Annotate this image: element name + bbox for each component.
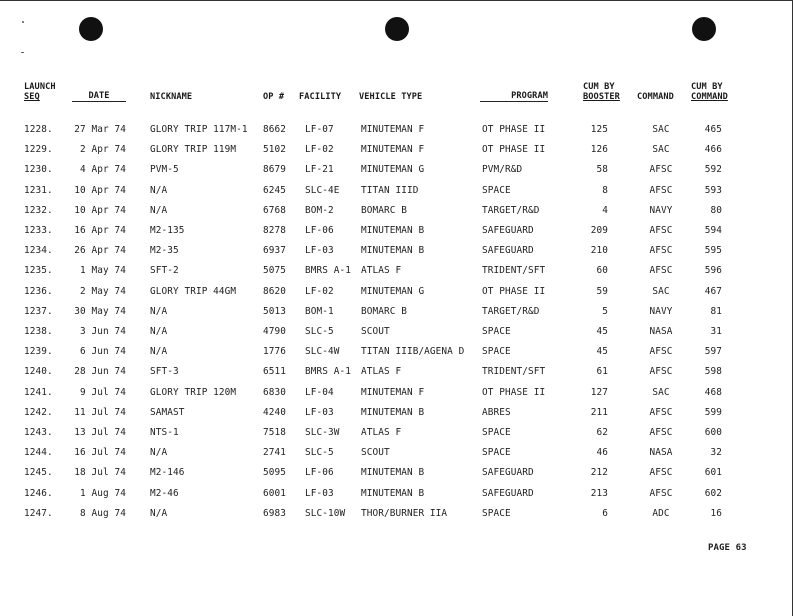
cell-command: AFSC bbox=[649, 406, 673, 418]
header-facility: FACILITY bbox=[299, 92, 342, 102]
cell-cum-by-booster: 125 bbox=[590, 124, 608, 135]
cell-nickname: N/A bbox=[150, 184, 168, 196]
cell-nickname: SAMAST bbox=[150, 406, 185, 418]
cell-program: SPACE bbox=[482, 507, 511, 519]
scan-speck bbox=[21, 52, 24, 53]
cell-facility: BMRS A-1 bbox=[305, 265, 351, 277]
cell-op-num: 8662 bbox=[263, 124, 286, 135]
cell-launch-seq: 1236. bbox=[24, 285, 53, 297]
cell-nickname: N/A bbox=[150, 326, 168, 337]
cell-cum-by-command: 599 bbox=[704, 406, 722, 418]
table-row bbox=[0, 265, 793, 279]
cell-date: 10 Apr 74 bbox=[74, 204, 126, 216]
cell-date: 8 Aug 74 bbox=[80, 507, 126, 519]
cell-facility: LF-04 bbox=[305, 386, 334, 398]
page-number: PAGE 63 bbox=[708, 543, 747, 553]
cell-vehicle-type: TITAN IIIB/AGENA D bbox=[361, 346, 465, 358]
cell-facility: SLC-10W bbox=[305, 507, 346, 519]
cell-cum-by-command: 465 bbox=[704, 124, 722, 135]
cell-op-num: 6983 bbox=[263, 507, 286, 519]
cell-date: 26 Apr 74 bbox=[74, 245, 126, 257]
cell-launch-seq: 1234. bbox=[24, 245, 53, 257]
cell-nickname: M2-46 bbox=[150, 487, 179, 499]
table-row bbox=[0, 387, 793, 401]
cell-program: TRIDENT/SFT bbox=[482, 366, 546, 378]
cell-cum-by-command: 592 bbox=[704, 164, 722, 176]
cell-vehicle-type: ATLAS F bbox=[361, 427, 402, 438]
cell-cum-by-booster: 60 bbox=[596, 265, 608, 277]
cell-launch-seq: 1229. bbox=[24, 144, 53, 156]
cell-program: TARGET/R&D bbox=[482, 305, 540, 317]
table-row bbox=[0, 427, 793, 441]
cell-facility: LF-06 bbox=[305, 467, 334, 479]
cell-cum-by-command: 16 bbox=[710, 507, 722, 519]
cell-program: SAFEGUARD bbox=[482, 225, 534, 236]
cell-launch-seq: 1228. bbox=[24, 124, 53, 135]
cell-launch-seq: 1246. bbox=[24, 487, 53, 499]
cell-program: SPACE bbox=[482, 326, 511, 337]
cell-nickname: N/A bbox=[150, 346, 168, 358]
cell-cum-by-command: 467 bbox=[704, 285, 722, 297]
cell-op-num: 6511 bbox=[263, 366, 286, 378]
cell-date: 18 Jul 74 bbox=[74, 467, 126, 479]
cell-cum-by-command: 32 bbox=[710, 447, 722, 459]
cell-op-num: 6768 bbox=[263, 204, 286, 216]
cell-nickname: GLORY TRIP 117M-1 bbox=[150, 124, 248, 135]
cell-date: 10 Apr 74 bbox=[74, 184, 126, 196]
cell-facility: BOM-1 bbox=[305, 305, 334, 317]
cell-launch-seq: 1245. bbox=[24, 467, 53, 479]
page-border-top bbox=[0, 0, 793, 1]
cell-facility: LF-03 bbox=[305, 245, 334, 257]
cell-cum-by-command: 598 bbox=[704, 366, 722, 378]
cell-op-num: 8278 bbox=[263, 225, 286, 236]
cell-vehicle-type: ATLAS F bbox=[361, 265, 402, 277]
cell-op-num: 5013 bbox=[263, 305, 286, 317]
cell-nickname: SFT-2 bbox=[150, 265, 179, 277]
cell-program: OT PHASE II bbox=[482, 144, 546, 156]
punch-hole-center bbox=[385, 17, 409, 41]
header-cum-by-booster: CUM BY BOOSTER bbox=[583, 82, 620, 102]
cell-launch-seq: 1233. bbox=[24, 225, 53, 236]
cell-cum-by-booster: 212 bbox=[590, 467, 608, 479]
cell-vehicle-type: MINUTEMAN G bbox=[361, 285, 425, 297]
cell-facility: LF-21 bbox=[305, 164, 334, 176]
table-row bbox=[0, 205, 793, 219]
cell-facility: LF-02 bbox=[305, 144, 334, 156]
cell-cum-by-booster: 4 bbox=[602, 204, 608, 216]
cell-cum-by-booster: 126 bbox=[590, 144, 608, 156]
cell-cum-by-command: 466 bbox=[704, 144, 722, 156]
cell-nickname: N/A bbox=[150, 305, 168, 317]
cell-cum-by-booster: 213 bbox=[590, 487, 608, 499]
cell-facility: LF-02 bbox=[305, 285, 334, 297]
cell-launch-seq: 1242. bbox=[24, 406, 53, 418]
cell-facility: LF-03 bbox=[305, 406, 334, 418]
cell-command: NAVY bbox=[649, 204, 673, 216]
cell-launch-seq: 1235. bbox=[24, 265, 53, 277]
cell-command: AFSC bbox=[649, 184, 673, 196]
cell-cum-by-booster: 58 bbox=[596, 164, 608, 176]
cell-command: AFSC bbox=[649, 265, 673, 277]
cell-vehicle-type: SCOUT bbox=[361, 447, 390, 459]
cell-launch-seq: 1241. bbox=[24, 386, 53, 398]
cell-command: NAVY bbox=[649, 305, 673, 317]
cell-launch-seq: 1230. bbox=[24, 164, 53, 176]
cell-cum-by-booster: 210 bbox=[590, 245, 608, 257]
cell-date: 1 Aug 74 bbox=[80, 487, 126, 499]
cell-launch-seq: 1231. bbox=[24, 184, 53, 196]
cell-cum-by-command: 468 bbox=[704, 386, 722, 398]
cell-vehicle-type: MINUTEMAN B bbox=[361, 225, 425, 236]
cell-command: AFSC bbox=[649, 427, 673, 438]
cell-program: OT PHASE II bbox=[482, 285, 546, 297]
cell-command: NASA bbox=[649, 326, 673, 337]
table-row bbox=[0, 326, 793, 340]
cell-date: 11 Jul 74 bbox=[74, 406, 126, 418]
table-row bbox=[0, 306, 793, 320]
cell-cum-by-command: 600 bbox=[704, 427, 722, 438]
scan-speck bbox=[22, 21, 24, 23]
cell-cum-by-booster: 6 bbox=[602, 507, 608, 519]
cell-vehicle-type: SCOUT bbox=[361, 326, 390, 337]
cell-vehicle-type: BOMARC B bbox=[361, 305, 407, 317]
cell-facility: LF-07 bbox=[305, 124, 334, 135]
cell-vehicle-type: MINUTEMAN F bbox=[361, 124, 425, 135]
cell-program: SAFEGUARD bbox=[482, 487, 534, 499]
cell-date: 1 May 74 bbox=[80, 265, 126, 277]
table-row bbox=[0, 488, 793, 502]
table-row bbox=[0, 467, 793, 481]
cell-facility: LF-03 bbox=[305, 487, 334, 499]
punch-hole-right bbox=[692, 17, 716, 41]
cell-vehicle-type: THOR/BURNER IIA bbox=[361, 507, 448, 519]
header-cum-by-command: CUM BY COMMAND bbox=[691, 82, 728, 102]
cell-command: AFSC bbox=[649, 467, 673, 479]
cell-date: 30 May 74 bbox=[74, 305, 126, 317]
cell-op-num: 5075 bbox=[263, 265, 286, 277]
cell-date: 2 May 74 bbox=[80, 285, 126, 297]
cell-command: AFSC bbox=[649, 245, 673, 257]
cell-command: SAC bbox=[652, 285, 670, 297]
cell-facility: SLC-4W bbox=[305, 346, 340, 358]
cell-nickname: N/A bbox=[150, 447, 168, 459]
cell-cum-by-booster: 5 bbox=[602, 305, 608, 317]
cell-facility: BMRS A-1 bbox=[305, 366, 351, 378]
cell-cum-by-booster: 8 bbox=[602, 184, 608, 196]
cell-launch-seq: 1238. bbox=[24, 326, 53, 337]
cell-facility: LF-06 bbox=[305, 225, 334, 236]
cell-op-num: 8620 bbox=[263, 285, 286, 297]
cell-cum-by-booster: 46 bbox=[596, 447, 608, 459]
cell-nickname: PVM-5 bbox=[150, 164, 179, 176]
cell-program: OT PHASE II bbox=[482, 386, 546, 398]
header-launch-seq: LAUNCH SEQ bbox=[24, 82, 56, 102]
cell-vehicle-type: MINUTEMAN F bbox=[361, 144, 425, 156]
cell-cum-by-command: 602 bbox=[704, 487, 722, 499]
cell-program: SAFEGUARD bbox=[482, 245, 534, 257]
cell-nickname: NTS-1 bbox=[150, 427, 179, 438]
cell-command: AFSC bbox=[649, 487, 673, 499]
cell-date: 4 Apr 74 bbox=[80, 164, 126, 176]
cell-vehicle-type: TITAN IIID bbox=[361, 184, 419, 196]
cell-op-num: 6001 bbox=[263, 487, 286, 499]
cell-command: SAC bbox=[652, 386, 670, 398]
cell-cum-by-booster: 61 bbox=[596, 366, 608, 378]
table-row bbox=[0, 346, 793, 360]
table-row bbox=[0, 447, 793, 461]
cell-cum-by-command: 597 bbox=[704, 346, 722, 358]
cell-facility: SLC-5 bbox=[305, 326, 334, 337]
header-date: DATE bbox=[72, 92, 126, 102]
cell-program: OT PHASE II bbox=[482, 124, 546, 135]
cell-date: 6 Jun 74 bbox=[80, 346, 126, 358]
cell-launch-seq: 1232. bbox=[24, 204, 53, 216]
cell-command: SAC bbox=[652, 124, 670, 135]
cell-facility: BOM-2 bbox=[305, 204, 334, 216]
header-program: PROGRAM bbox=[480, 92, 548, 102]
cell-cum-by-command: 593 bbox=[704, 184, 722, 196]
cell-facility: SLC-5 bbox=[305, 447, 334, 459]
cell-launch-seq: 1240. bbox=[24, 366, 53, 378]
cell-op-num: 1776 bbox=[263, 346, 286, 358]
cell-cum-by-command: 81 bbox=[710, 305, 722, 317]
cell-nickname: M2-35 bbox=[150, 245, 179, 257]
cell-nickname: M2-135 bbox=[150, 225, 185, 236]
cell-vehicle-type: MINUTEMAN F bbox=[361, 386, 425, 398]
cell-op-num: 8679 bbox=[263, 164, 286, 176]
cell-vehicle-type: MINUTEMAN B bbox=[361, 245, 425, 257]
cell-program: SPACE bbox=[482, 447, 511, 459]
table-row bbox=[0, 185, 793, 199]
cell-program: SAFEGUARD bbox=[482, 467, 534, 479]
cell-command: AFSC bbox=[649, 346, 673, 358]
cell-nickname: M2-146 bbox=[150, 467, 185, 479]
cell-op-num: 7518 bbox=[263, 427, 286, 438]
cell-op-num: 4790 bbox=[263, 326, 286, 337]
cell-cum-by-booster: 209 bbox=[590, 225, 608, 236]
cell-nickname: GLORY TRIP 44GM bbox=[150, 285, 237, 297]
cell-cum-by-command: 80 bbox=[710, 204, 722, 216]
cell-nickname: GLORY TRIP 120M bbox=[150, 386, 237, 398]
cell-nickname: SFT-3 bbox=[150, 366, 179, 378]
cell-facility: SLC-3W bbox=[305, 427, 340, 438]
cell-nickname: N/A bbox=[150, 204, 168, 216]
cell-vehicle-type: MINUTEMAN G bbox=[361, 164, 425, 176]
cell-vehicle-type: BOMARC B bbox=[361, 204, 407, 216]
table-row bbox=[0, 366, 793, 380]
cell-cum-by-booster: 62 bbox=[596, 427, 608, 438]
cell-program: ABRES bbox=[482, 406, 511, 418]
header-op-num: OP # bbox=[263, 92, 285, 102]
cell-date: 3 Jun 74 bbox=[80, 326, 126, 337]
cell-program: TARGET/R&D bbox=[482, 204, 540, 216]
cell-cum-by-booster: 45 bbox=[596, 326, 608, 337]
cell-program: SPACE bbox=[482, 427, 511, 438]
table-row bbox=[0, 225, 793, 239]
cell-launch-seq: 1237. bbox=[24, 305, 53, 317]
cell-cum-by-command: 595 bbox=[704, 245, 722, 257]
table-row bbox=[0, 286, 793, 300]
cell-program: SPACE bbox=[482, 346, 511, 358]
cell-program: TRIDENT/SFT bbox=[482, 265, 546, 277]
cell-date: 27 Mar 74 bbox=[74, 124, 126, 135]
cell-nickname: N/A bbox=[150, 507, 168, 519]
cell-command: SAC bbox=[652, 144, 670, 156]
table-row bbox=[0, 245, 793, 259]
cell-launch-seq: 1244. bbox=[24, 447, 53, 459]
cell-date: 16 Jul 74 bbox=[74, 447, 126, 459]
cell-program: PVM/R&D bbox=[482, 164, 523, 176]
table-row bbox=[0, 144, 793, 158]
cell-command: AFSC bbox=[649, 164, 673, 176]
cell-command: ADC bbox=[652, 507, 670, 519]
cell-cum-by-booster: 45 bbox=[596, 346, 608, 358]
cell-date: 2 Apr 74 bbox=[80, 144, 126, 156]
cell-op-num: 6830 bbox=[263, 386, 286, 398]
punch-hole-left bbox=[79, 17, 103, 41]
cell-vehicle-type: ATLAS F bbox=[361, 366, 402, 378]
cell-facility: SLC-4E bbox=[305, 184, 340, 196]
cell-command: AFSC bbox=[649, 366, 673, 378]
table-row bbox=[0, 508, 793, 522]
cell-op-num: 6937 bbox=[263, 245, 286, 257]
cell-cum-by-booster: 127 bbox=[590, 386, 608, 398]
cell-op-num: 5102 bbox=[263, 144, 286, 156]
cell-command: AFSC bbox=[649, 225, 673, 236]
table-row bbox=[0, 164, 793, 178]
cell-launch-seq: 1243. bbox=[24, 427, 53, 438]
table-row bbox=[0, 124, 793, 138]
cell-cum-by-booster: 59 bbox=[596, 285, 608, 297]
cell-nickname: GLORY TRIP 119M bbox=[150, 144, 237, 156]
cell-cum-by-command: 31 bbox=[710, 326, 722, 337]
cell-vehicle-type: MINUTEMAN B bbox=[361, 467, 425, 479]
cell-launch-seq: 1247. bbox=[24, 507, 53, 519]
cell-cum-by-command: 596 bbox=[704, 265, 722, 277]
cell-program: SPACE bbox=[482, 184, 511, 196]
table-row bbox=[0, 407, 793, 421]
cell-date: 16 Apr 74 bbox=[74, 225, 126, 236]
cell-op-num: 2741 bbox=[263, 447, 286, 459]
header-nickname: NICKNAME bbox=[150, 92, 193, 102]
cell-launch-seq: 1239. bbox=[24, 346, 53, 358]
cell-date: 9 Jul 74 bbox=[80, 386, 126, 398]
cell-op-num: 4240 bbox=[263, 406, 286, 418]
cell-date: 28 Jun 74 bbox=[74, 366, 126, 378]
header-command: COMMAND bbox=[637, 92, 674, 102]
cell-cum-by-command: 594 bbox=[704, 225, 722, 236]
cell-vehicle-type: MINUTEMAN B bbox=[361, 487, 425, 499]
cell-cum-by-command: 601 bbox=[704, 467, 722, 479]
cell-op-num: 6245 bbox=[263, 184, 286, 196]
cell-cum-by-booster: 211 bbox=[590, 406, 608, 418]
cell-op-num: 5095 bbox=[263, 467, 286, 479]
header-vehicle-type: VEHICLE TYPE bbox=[359, 92, 423, 102]
cell-command: NASA bbox=[649, 447, 673, 459]
cell-vehicle-type: MINUTEMAN B bbox=[361, 406, 425, 418]
cell-date: 13 Jul 74 bbox=[74, 427, 126, 438]
